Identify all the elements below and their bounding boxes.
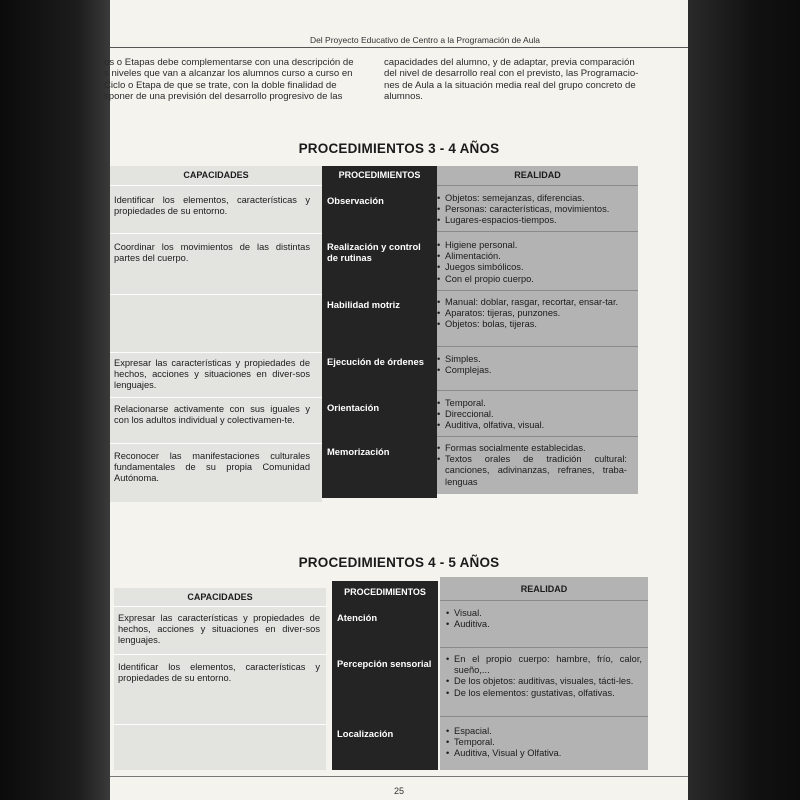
table1-separator xyxy=(110,443,322,444)
table1-procedimiento-cell: Observación xyxy=(327,195,384,206)
list-item: • Lugares-espacios-tiempos. xyxy=(437,215,627,226)
table1-procedimiento-cell: Memorización xyxy=(327,446,390,457)
list-item: • De los objetos: auditivas, visuales, tácti-les. xyxy=(446,676,642,687)
list-item: • Higiene personal. xyxy=(437,240,627,251)
table1-procedimiento-cell: Orientación xyxy=(327,402,380,413)
intro-left-column xyxy=(104,57,366,103)
table1-capacidad-cell: Reconocer las manifestaciones culturales fundamentales de su propia Comunidad Autónoma. xyxy=(114,451,310,484)
list-item: • Visual. xyxy=(446,608,642,619)
table1-separator xyxy=(110,352,322,353)
table2-procedimiento-cell: Atención xyxy=(337,612,378,623)
list-item: • Complejas. xyxy=(437,365,627,376)
table1-realidad-list xyxy=(437,193,627,227)
list-item: • Objetos: semejanzas, diferencias. xyxy=(437,193,627,204)
table1-capacidad-cell: Expresar las características y propiedades de hechos, acciones y situaciones en diver-sos lenguajes. xyxy=(114,358,310,391)
list-item: • Personas: características, movimientos. xyxy=(437,204,627,215)
list-item: • Direccional. xyxy=(437,409,627,420)
table2-header-capacidades: CAPACIDADES xyxy=(187,592,253,602)
list-item: • Auditiva. xyxy=(446,619,642,630)
list-item: • Objetos: bolas, tijeras. xyxy=(437,319,627,330)
table1-header-capacidades: CAPACIDADES xyxy=(183,170,249,180)
table2-separator xyxy=(440,600,648,601)
table1-procedimiento-cell: Habilidad motriz xyxy=(327,299,400,310)
table1-separator xyxy=(437,185,638,186)
table2-capacidad-cell: Identificar los elementos, características y propiedades de su entorno. xyxy=(118,662,320,684)
background-shadow xyxy=(688,0,800,800)
table2-procedimiento-cell: Percepción sensorial xyxy=(337,658,432,669)
table1-realidad-list xyxy=(437,240,627,285)
table2-procedimiento-cell: Localización xyxy=(337,728,394,739)
table1-procedimiento-cell: Realización y control de rutinas xyxy=(327,241,421,264)
intro-line: alumnos. xyxy=(384,91,423,103)
table1-separator xyxy=(437,390,638,391)
intro-line: s niveles que van a alcanzar los alumnos curso a curso en xyxy=(104,68,353,80)
table2-separator xyxy=(114,606,326,607)
table1-separator xyxy=(110,294,322,295)
list-item: • Auditiva, olfativa, visual. xyxy=(437,420,627,431)
table1-realidad-list xyxy=(437,443,627,488)
table2-realidad-list xyxy=(446,726,642,760)
intro-line: nes de Aula a la situación media real del grupo concreto de xyxy=(384,79,636,91)
list-item: • Manual: doblar, rasgar, recortar, ensar-tar. xyxy=(437,297,627,308)
list-item: • De los elementos: gustativas, olfativas. xyxy=(446,688,642,699)
footer-rule xyxy=(110,776,688,777)
table1-header-procedimientos: PROCEDIMIENTOS xyxy=(338,170,421,180)
book-gutter-shadow xyxy=(0,0,110,800)
table1-separator xyxy=(110,185,322,186)
table2-procedimientos-column xyxy=(332,581,438,770)
list-item: • En el propio cuerpo: hambre, frío, calor, sueño,... xyxy=(446,654,642,676)
table2-realidad-list xyxy=(446,608,642,630)
intro-line: os o Etapas debe complementarse con una descripción de xyxy=(104,57,354,68)
intro-line: sponer de una previsión del desarrollo progresivo de las xyxy=(104,91,343,103)
table1-separator xyxy=(110,397,322,398)
list-item: • Temporal. xyxy=(437,398,627,409)
table1-capacidad-cell: Coordinar los movimientos de las distintas partes del cuerpo. xyxy=(114,242,310,264)
table1-separator xyxy=(437,290,638,291)
table2-separator xyxy=(440,647,648,648)
table1-realidad-list xyxy=(437,297,627,331)
running-header: Del Proyecto Educativo de Centro a la Programación de Aula xyxy=(309,35,541,45)
list-item: • Juegos simbólicos. xyxy=(437,262,627,273)
list-item: • Con el propio cuerpo. xyxy=(437,274,627,285)
document-page xyxy=(104,0,688,800)
table1-separator xyxy=(110,233,322,234)
table2-realidad-list xyxy=(446,654,642,699)
table2-separator xyxy=(114,724,326,725)
table1-capacidad-cell: Relacionarse activamente con sus iguales y con los adultos individual y colectivamen-te. xyxy=(114,404,310,426)
list-item: • Temporal. xyxy=(446,737,642,748)
list-item: • Formas socialmente establecidas. xyxy=(437,443,627,454)
table2-header-realidad: REALIDAD xyxy=(520,584,568,594)
list-item: • Espacial. xyxy=(446,726,642,737)
table1-separator xyxy=(437,346,638,347)
table2-header-procedimientos: PROCEDIMIENTOS xyxy=(344,587,426,597)
list-item: • Alimentación. xyxy=(437,251,627,262)
table1-realidad-list xyxy=(437,398,627,432)
intro-line: capacidades del alumno, y de adaptar, previa comparación xyxy=(384,57,635,68)
intro-right-column xyxy=(384,57,640,103)
table2-separator xyxy=(440,716,648,717)
header-rule xyxy=(110,47,688,48)
list-item: • Auditiva, Visual y Olfativa. xyxy=(446,748,642,759)
table1-separator xyxy=(437,436,638,437)
table1-separator xyxy=(437,231,638,232)
list-item: • Aparatos: tijeras, punzones. xyxy=(437,308,627,319)
list-item: • Simples. xyxy=(437,354,627,365)
table2-capacidad-cell: Expresar las características y propiedades de hechos, acciones y situaciones en diver-sos lenguajes. xyxy=(118,613,320,646)
list-item: • Textos orales de tradición cultural: canciones, adivinanzas, refranes, traba-lenguas xyxy=(437,454,627,488)
table2-separator xyxy=(114,654,326,655)
table1-capacidad-cell: Identificar los elementos, características y propiedades de su entorno. xyxy=(114,195,310,217)
table2-title: PROCEDIMIENTOS 4 - 5 AÑOS xyxy=(298,555,500,570)
table1-header-realidad: REALIDAD xyxy=(514,170,561,180)
table1-procedimiento-cell: Ejecución de órdenes xyxy=(327,356,424,367)
table1-realidad-list xyxy=(437,354,627,376)
intro-line: Ciclo o Etapa de que se trate, con la doble finalidad de xyxy=(104,79,337,91)
table1-title: PROCEDIMIENTOS 3 - 4 AÑOS xyxy=(298,141,500,156)
page-number: 25 xyxy=(393,786,404,796)
intro-line: del nivel de desarrollo real con el previsto, las Programacio- xyxy=(384,68,639,80)
